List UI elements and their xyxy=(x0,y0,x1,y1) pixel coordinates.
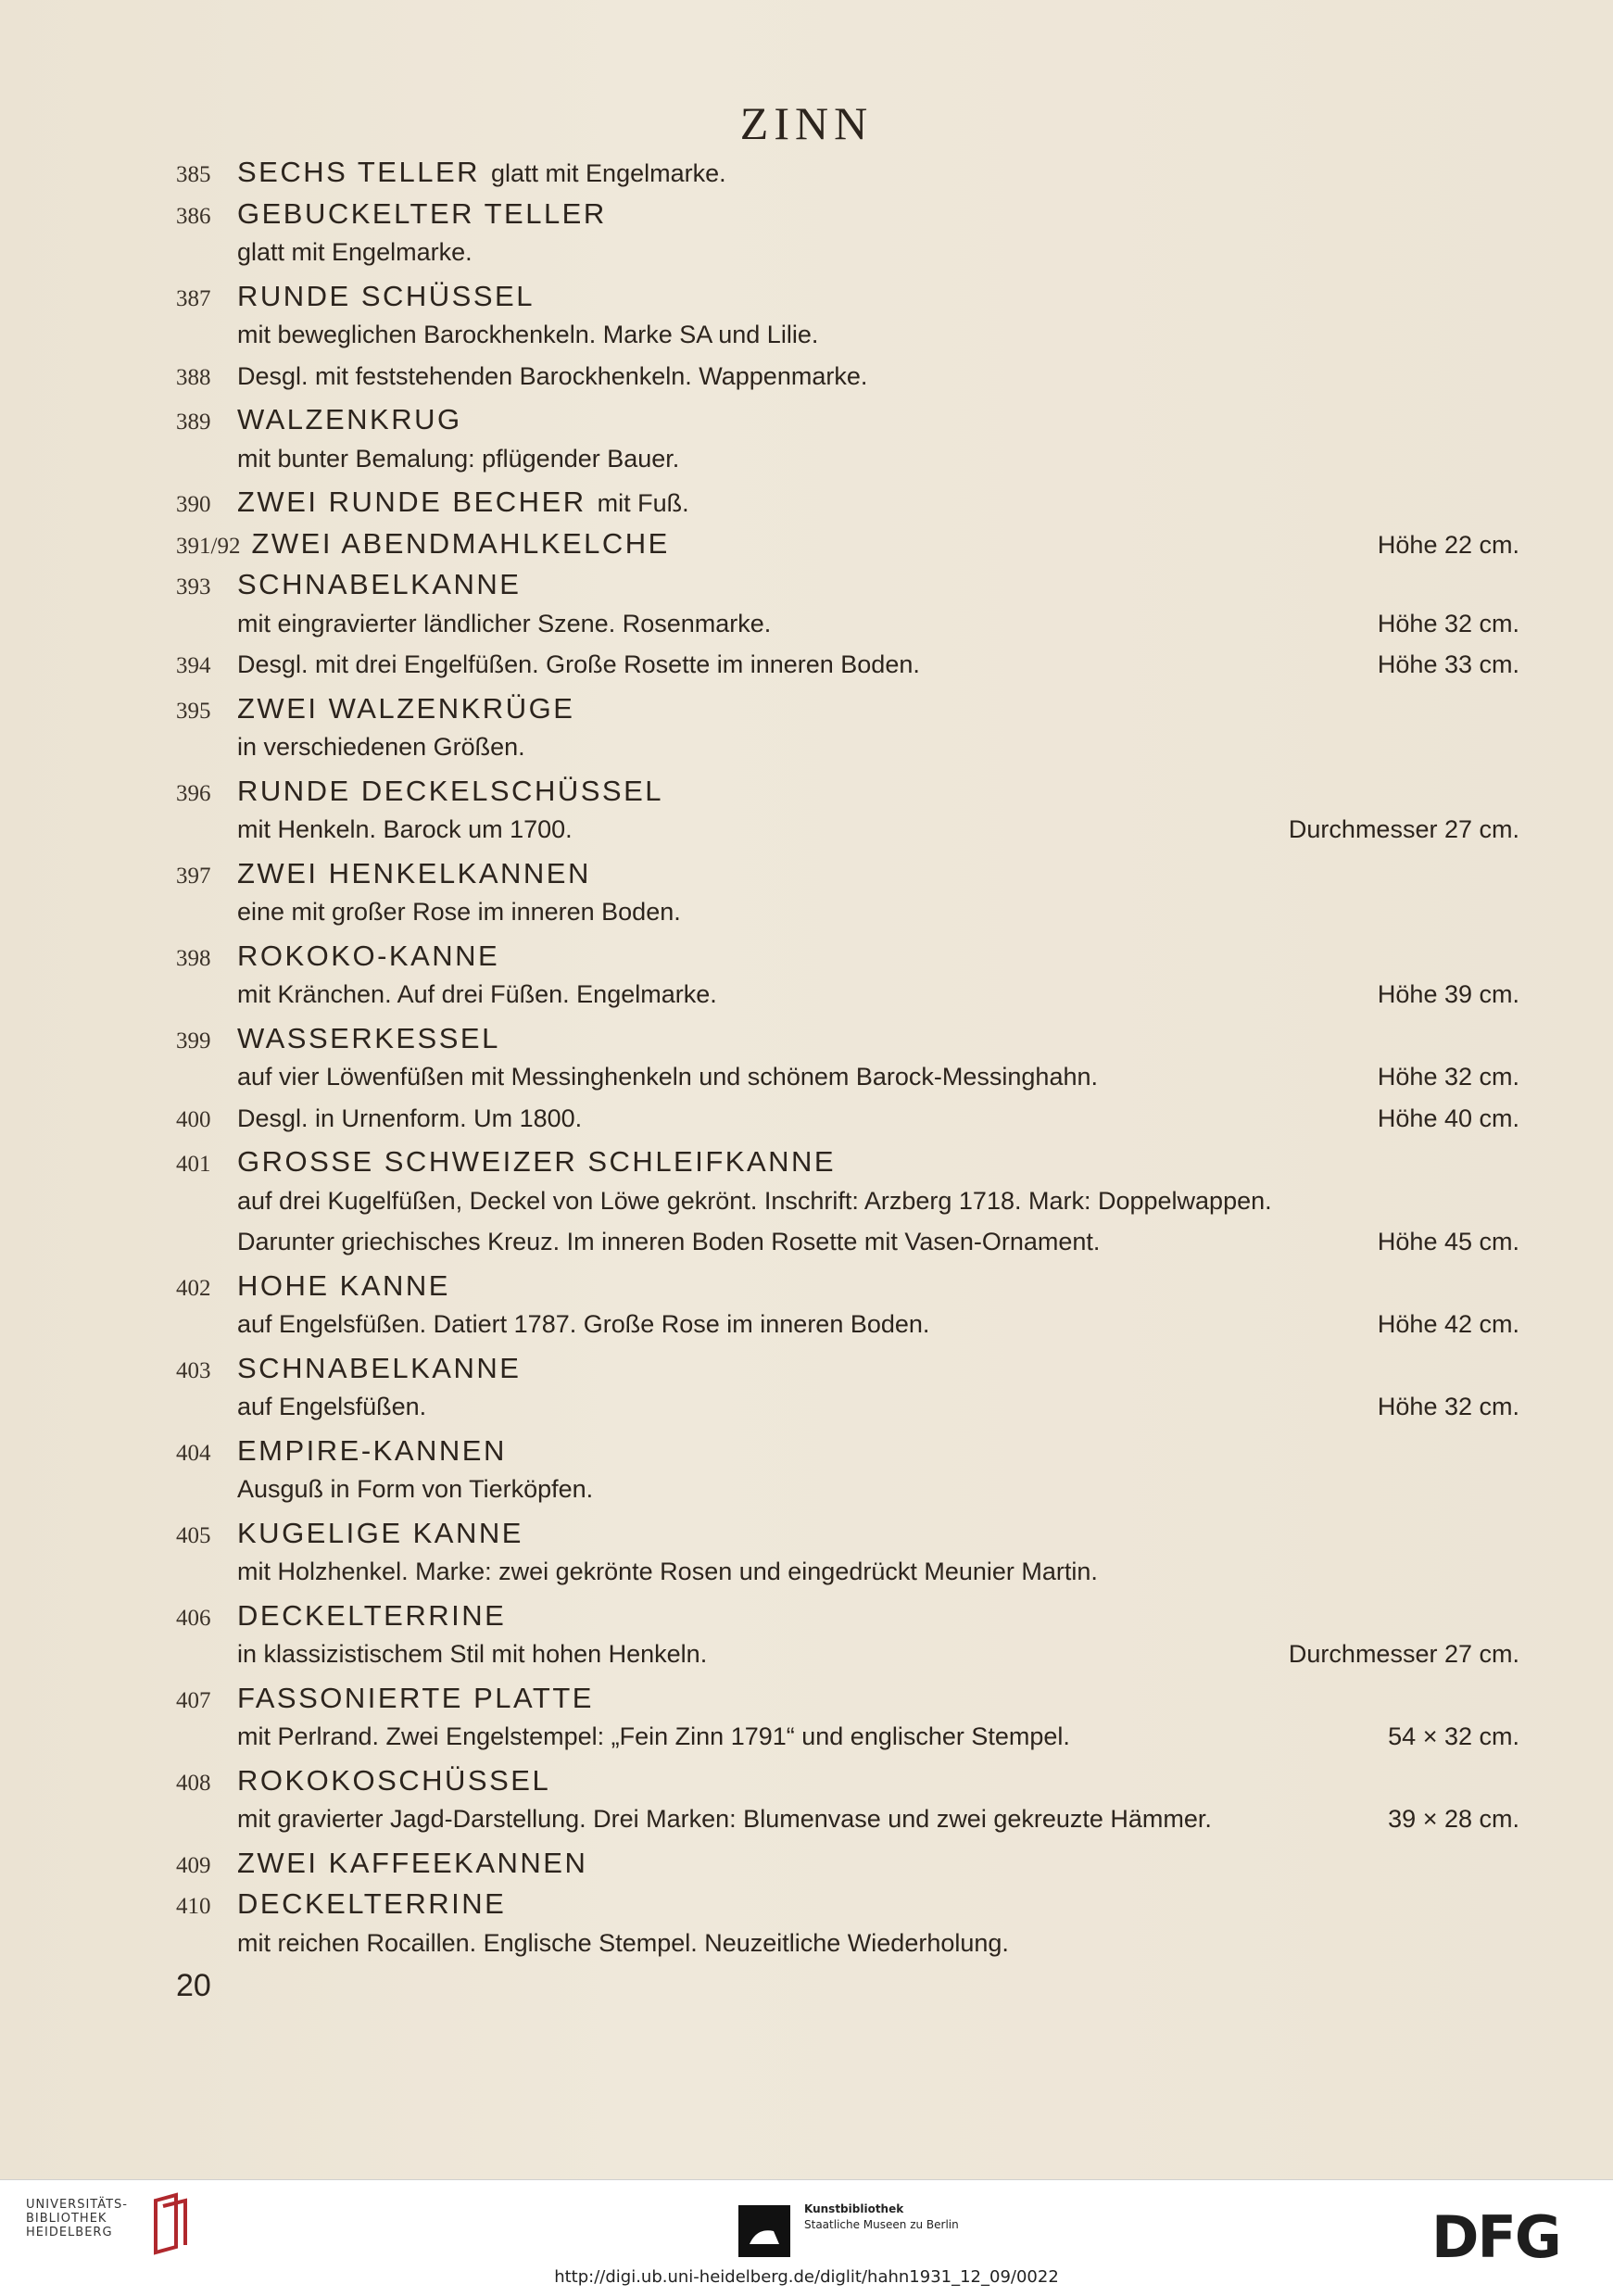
entry-number: 393 xyxy=(176,574,211,599)
page-number: 20 xyxy=(176,1968,211,2003)
entry-continuation xyxy=(176,1929,1519,1971)
entry-405 xyxy=(176,1517,1519,1558)
entry-continuation xyxy=(176,1722,1519,1764)
entry-title: ZWEI ABENDMAHLKELCHE xyxy=(251,526,670,560)
entry-388 xyxy=(176,362,1519,404)
entry-400 xyxy=(176,1104,1519,1146)
permalink-url[interactable]: http://digi.ub.uni-heidelberg.de/diglit/hahn1931_12_09/0022 xyxy=(554,2267,1059,2287)
entry-title: SCHNABELKANNE xyxy=(237,1351,522,1384)
entry-number: 406 xyxy=(176,1605,211,1631)
entry-410 xyxy=(176,1887,1519,1929)
kunstbibliothek-name: Kunstbibliothek xyxy=(804,2202,904,2215)
entry-continuation xyxy=(176,445,1519,486)
entry-number: 390 xyxy=(176,492,211,517)
entry-description: glatt mit Engelmarke. xyxy=(237,238,473,266)
entry-number: 385 xyxy=(176,162,211,187)
entry-description: auf drei Kugelfüßen, Deckel von Löwe gekrönt. Inschrift: Arzberg 1718. Mark: Doppelwappen. xyxy=(237,1186,1272,1215)
entry-measure: Durchmesser 27 cm. xyxy=(1288,1640,1519,1668)
entry-398 xyxy=(176,940,1519,981)
entry-continuation xyxy=(176,321,1519,362)
entry-continuation xyxy=(176,898,1519,940)
entry-continuation xyxy=(176,238,1519,280)
entry-description: mit Fuß. xyxy=(597,489,689,517)
entry-number: 387 xyxy=(176,285,211,311)
entry-measure: 39 × 28 cm. xyxy=(1388,1805,1519,1833)
entry-title: GROSSE SCHWEIZER SCHLEIFKANNE xyxy=(237,1145,837,1178)
entry-number: 404 xyxy=(176,1440,211,1466)
entry-title: FASSONIERTE PLATTE xyxy=(237,1681,594,1714)
entry-title: ZWEI WALZENKRÜGE xyxy=(237,691,575,725)
entry-393 xyxy=(176,568,1519,610)
entry-title: ROKOKO-KANNE xyxy=(237,939,500,972)
entry-385 xyxy=(176,156,1519,197)
entry-continuation xyxy=(176,1228,1519,1269)
entry-description: Desgl. mit drei Engelfüßen. Große Rosette im inneren Boden. xyxy=(237,650,920,678)
entry-continuation xyxy=(176,1640,1519,1682)
entry-404 xyxy=(176,1434,1519,1476)
entry-391-92 xyxy=(176,527,1519,569)
entry-description: mit bunter Bemalung: pflügender Bauer. xyxy=(237,444,680,473)
entry-407 xyxy=(176,1682,1519,1723)
entry-number: 389 xyxy=(176,410,211,435)
entry-continuation xyxy=(176,815,1519,857)
entry-measure: Höhe 39 cm. xyxy=(1377,980,1519,1008)
entry-number: 391/92 xyxy=(176,533,241,559)
entry-title: WASSERKESSEL xyxy=(237,1021,500,1054)
entry-title: ZWEI RUNDE BECHER xyxy=(237,486,586,518)
entry-description: Desgl. mit feststehenden Barockhenkeln. Wappenmarke. xyxy=(237,361,868,390)
entry-continuation xyxy=(176,1475,1519,1517)
entry-409 xyxy=(176,1847,1519,1888)
entry-number: 395 xyxy=(176,698,211,724)
entry-continuation xyxy=(176,1310,1519,1352)
entry-measure: Höhe 32 cm. xyxy=(1377,1063,1519,1091)
entry-continuation xyxy=(176,733,1519,775)
entry-387 xyxy=(176,280,1519,322)
entry-description: mit reichen Rocaillen. Englische Stempel. Neuzeitliche Wiederholung. xyxy=(237,1928,1009,1957)
entry-number: 403 xyxy=(176,1357,211,1383)
entry-continuation xyxy=(176,1393,1519,1434)
entry-408 xyxy=(176,1764,1519,1806)
entry-number: 401 xyxy=(176,1152,211,1177)
entry-title: HOHE KANNE xyxy=(237,1268,450,1302)
entry-401 xyxy=(176,1145,1519,1187)
entry-number: 405 xyxy=(176,1522,211,1548)
entry-continuation xyxy=(176,610,1519,651)
entry-continuation xyxy=(176,1187,1519,1229)
entry-title: RUNDE SCHÜSSEL xyxy=(237,279,535,312)
catalog-entries xyxy=(176,156,1519,1970)
entry-title: DECKELTERRINE xyxy=(237,1598,507,1632)
entry-continuation xyxy=(176,1063,1519,1104)
page-heading: ZINN xyxy=(739,97,874,149)
entry-description: in verschiedenen Größen. xyxy=(237,733,525,761)
entry-measure: Durchmesser 27 cm. xyxy=(1288,815,1519,843)
entry-continuation xyxy=(176,1558,1519,1599)
university-line-3: HEIDELBERG xyxy=(26,2226,113,2239)
entry-measure: Höhe 22 cm. xyxy=(1377,530,1519,559)
entry-396 xyxy=(176,775,1519,816)
entry-description: mit Henkeln. Barock um 1700. xyxy=(237,815,573,843)
entry-measure: Höhe 33 cm. xyxy=(1377,650,1519,678)
entry-number: 408 xyxy=(176,1770,211,1796)
entry-397 xyxy=(176,857,1519,899)
entry-title: EMPIRE-KANNEN xyxy=(237,1433,507,1467)
entry-description: mit Holzhenkel. Marke: zwei gekrönte Rosen und eingedrückt Meunier Martin. xyxy=(237,1558,1098,1585)
entry-continuation xyxy=(176,1805,1519,1847)
entry-description: Ausguß in Form von Tierköpfen. xyxy=(237,1475,594,1503)
entry-title: ZWEI HENKELKANNEN xyxy=(237,856,591,889)
entry-title: DECKELTERRINE xyxy=(237,1887,507,1920)
entry-number: 409 xyxy=(176,1852,211,1878)
entry-number: 396 xyxy=(176,780,211,806)
entry-description: glatt mit Engelmarke. xyxy=(491,159,726,187)
entry-description: mit gravierter Jagd-Darstellung. Drei Marken: Blumenvase und zwei gekreuzte Hämmer. xyxy=(237,1805,1212,1833)
entry-number: 402 xyxy=(176,1275,211,1301)
entry-title: KUGELIGE KANNE xyxy=(237,1516,523,1549)
entry-number: 388 xyxy=(176,364,211,390)
entry-number: 394 xyxy=(176,653,211,678)
entry-description: mit Perlrand. Zwei Engelstempel: „Fein Zinn 1791“ und englischer Stempel. xyxy=(237,1722,1070,1750)
entry-description: mit Kränchen. Auf drei Füßen. Engelmarke. xyxy=(237,980,717,1008)
entry-description: mit beweglichen Barockhenkeln. Marke SA und Lilie. xyxy=(237,321,819,348)
entry-title: ROKOKOSCHÜSSEL xyxy=(237,1763,551,1797)
university-line-2: BIBLIOTHEK xyxy=(26,2212,107,2226)
entry-number: 397 xyxy=(176,863,211,889)
entry-395 xyxy=(176,692,1519,734)
entry-number: 399 xyxy=(176,1028,211,1053)
entry-description: Desgl. in Urnenform. Um 1800. xyxy=(237,1104,583,1132)
entry-number: 386 xyxy=(176,203,211,229)
entry-number: 400 xyxy=(176,1106,211,1132)
entry-402 xyxy=(176,1269,1519,1311)
entry-measure: Höhe 45 cm. xyxy=(1377,1228,1519,1255)
entry-title: ZWEI KAFFEEKANNEN xyxy=(237,1846,588,1879)
entry-number: 407 xyxy=(176,1687,211,1713)
entry-394 xyxy=(176,650,1519,692)
entry-number: 410 xyxy=(176,1894,211,1919)
university-line-1: UNIVERSITÄTS- xyxy=(26,2198,128,2212)
entry-continuation xyxy=(176,980,1519,1022)
entry-description: in klassizistischem Stil mit hohen Henkeln. xyxy=(237,1640,708,1668)
entry-measure: Höhe 40 cm. xyxy=(1377,1104,1519,1132)
dfg-logo: DFG xyxy=(1431,2203,1560,2271)
entry-389 xyxy=(176,403,1519,445)
entry-390 xyxy=(176,486,1519,527)
entry-description: auf Engelsfüßen. Datiert 1787. Große Rose im inneren Boden. xyxy=(237,1310,930,1338)
entry-403 xyxy=(176,1352,1519,1394)
university-library-label xyxy=(26,2198,128,2239)
entry-description: auf Engelsfüßen. xyxy=(237,1393,427,1420)
entry-406 xyxy=(176,1599,1519,1641)
entry-399 xyxy=(176,1022,1519,1064)
entry-description: auf vier Löwenfüßen mit Messinghenkeln und schönem Barock-Messinghahn. xyxy=(237,1063,1098,1091)
entry-title: SCHNABELKANNE xyxy=(237,568,522,600)
entry-title: RUNDE DECKELSCHÜSSEL xyxy=(237,774,663,807)
kunstbibliothek-label xyxy=(804,2201,959,2233)
entry-title: SECHS TELLER xyxy=(237,156,481,188)
kunstbibliothek-logo-icon xyxy=(737,2203,792,2259)
entry-386 xyxy=(176,197,1519,239)
entry-measure: Höhe 32 cm. xyxy=(1377,609,1519,637)
entry-measure: Höhe 32 cm. xyxy=(1377,1393,1519,1420)
entry-description: Darunter griechisches Kreuz. Im inneren Boden Rosette mit Vasen-Ornament. xyxy=(237,1228,1101,1255)
entry-number: 398 xyxy=(176,945,211,971)
entry-measure: Höhe 42 cm. xyxy=(1377,1310,1519,1338)
entry-measure: 54 × 32 cm. xyxy=(1388,1722,1519,1750)
university-logo-icon xyxy=(148,2191,195,2256)
entry-description: mit eingravierter ländlicher Szene. Rosenmarke. xyxy=(237,609,772,637)
entry-description: eine mit großer Rose im inneren Boden. xyxy=(237,898,681,926)
kunstbibliothek-sub: Staatliche Museen zu Berlin xyxy=(804,2218,959,2231)
entry-title: GEBUCKELTER TELLER xyxy=(237,196,607,230)
entry-title: WALZENKRUG xyxy=(237,403,462,435)
